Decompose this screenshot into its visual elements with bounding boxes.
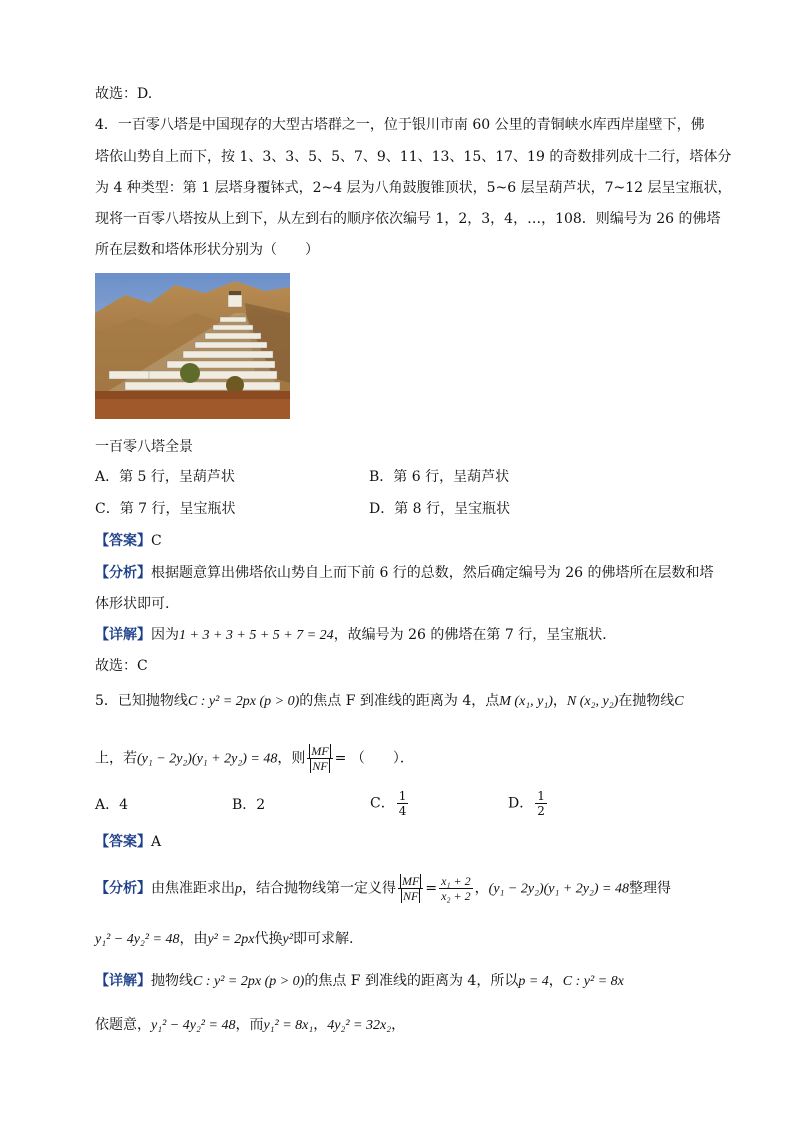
- detail-suffix: ，故编号为 26 的佛塔在第 7 行，呈宝瓶状．: [333, 627, 617, 643]
- analysis-line2-c: 即可求解.: [292, 931, 354, 947]
- analysis-text-a: 由焦准距求出: [151, 880, 235, 897]
- q5-parabola-expr: C : y² = 2px (p > 0): [187, 694, 300, 709]
- last-expr-3: 4y₂² = 32x₂: [327, 1018, 392, 1033]
- q5-analysis-line-2: [95, 929, 353, 950]
- q5-condition-expr: (y₁ − 2y₂)(y₁ + 2y₂) = 48: [137, 751, 278, 767]
- detail-text-a: 抛物线: [151, 973, 193, 989]
- q4-conclusion: 故选：C: [95, 658, 148, 674]
- detail-text-c: ，: [548, 973, 563, 989]
- analysis-text-d: 整理得: [629, 880, 671, 897]
- q5-text-1c: ，: [552, 693, 567, 709]
- q5-option-a[interactable]: A．4: [95, 797, 129, 813]
- detail-text-b: 的焦点 F 到准线的距离为 4，所以: [304, 973, 519, 989]
- prev-conclusion: 故选：D.: [95, 86, 153, 102]
- q5-ratio-fraction: [307, 744, 332, 773]
- analysis-expr: (y₁ − 2y₂)(y₁ + 2y₂) = 48: [488, 881, 629, 897]
- q5-option-d-fraction: [535, 789, 547, 818]
- q5-option-c-label: C．: [370, 795, 395, 812]
- q4-option-b[interactable]: B．第 6 行，呈葫芦状: [369, 469, 510, 485]
- answer-tag: 【答案】: [95, 834, 151, 850]
- last-expr-1: y₁² − 4y₂² = 48: [151, 1018, 236, 1033]
- q4-option-c[interactable]: C．第 7 行，呈宝瓶状: [95, 501, 236, 517]
- detail-expression: 1 + 3 + 3 + 5 + 5 + 7 = 24: [179, 628, 334, 643]
- detail-tag: 【详解】: [95, 973, 151, 989]
- detail-expr-2: p = 4: [518, 974, 549, 989]
- q5-stem-line-1: [95, 691, 684, 712]
- q5-analysis-line-1: [95, 874, 671, 903]
- q5-point-m: M (x₁, y₁): [499, 694, 553, 709]
- q4-option-a[interactable]: A．第 5 行，呈葫芦状: [95, 469, 235, 485]
- analysis-text-b: ，结合抛物线第一定义得: [242, 880, 396, 897]
- analysis-tag: 【分析】: [95, 880, 151, 897]
- q5-option-b[interactable]: B．2: [232, 797, 266, 813]
- frac-num: MF: [402, 874, 420, 888]
- q5-text-2b: ，则: [277, 750, 306, 767]
- q5-option-c-fraction: [397, 789, 409, 818]
- analysis-tag: 【分析】: [95, 565, 151, 581]
- q4-detail: [95, 625, 616, 646]
- q4-analysis-line-1: [95, 563, 714, 583]
- detail-expr-1: C : y² = 2px (p > 0): [193, 974, 305, 989]
- q4-stem-line-3: 为 4 种类型：第 1 层塔身覆钵式，2~4 层为八角鼓腹锥顶状，5~6 层呈葫芦状，7~12 层呈宝瓶状，: [95, 180, 732, 196]
- frac-den: x₂ + 2: [441, 889, 471, 903]
- answer-value: C: [151, 533, 162, 549]
- q4-stem-line-4: 现将一百零八塔按从上到下，从左到右的顺序依次编号 1，2，3，4，…，108．则编号为 26 的佛塔: [95, 211, 721, 227]
- q5-option-d-label: D．: [508, 795, 534, 812]
- q5-text-2c: = （ ）．: [334, 750, 414, 767]
- last-expr-2: y₁² = 8x₁: [263, 1018, 314, 1033]
- last-text-a: 依题意，: [95, 1017, 151, 1033]
- analysis-equals: =: [425, 880, 438, 897]
- q5-option-c[interactable]: [370, 789, 410, 818]
- analysis-line2-b: 代换: [254, 931, 283, 947]
- analysis-fraction-1: [398, 874, 423, 903]
- q4-answer: [95, 531, 162, 551]
- last-text-b: ，而: [235, 1017, 264, 1033]
- q5-text-1a: 5．已知抛物线: [95, 693, 188, 709]
- frac-den: 2: [537, 804, 545, 818]
- analysis-text: 根据题意算出佛塔依山势自上而下前 6 行的总数，然后确定编号为 26 的佛塔所在层数和塔: [151, 565, 714, 581]
- analysis-line2-expr3: y²: [282, 932, 293, 947]
- q5-text-1d: 在抛物线: [618, 693, 675, 709]
- analysis-line2-expr: y₁² − 4y₂² = 48: [95, 932, 180, 947]
- q5-ratio-num: MF: [311, 744, 329, 758]
- q5-curve-c: C: [674, 694, 684, 709]
- q4-stem-line-1: 4．一百零八塔是中国现存的大型古塔群之一，位于银川市南 60 公里的青铜峡水库西岸崖壁下，佛: [95, 117, 705, 133]
- analysis-line2-a: ，由: [179, 931, 208, 947]
- q4-stem-line-2: 塔依山势自上而下，按 1、3、3、5、5、7、9、11、13、15、17、19 的奇数排列成十二行，塔体分: [95, 149, 732, 165]
- answer-value: A: [151, 834, 162, 850]
- last-text-d: ，: [391, 1017, 406, 1033]
- q4-analysis-line-2: 体形状即可.: [95, 596, 170, 612]
- frac-num: 1: [537, 789, 545, 803]
- analysis-line2-expr2: y² = 2px: [207, 932, 255, 947]
- q5-detail-line-1: [95, 971, 624, 992]
- q5-stem-line-2: [95, 744, 414, 773]
- q5-text-1b: 的焦点 F 到准线的距离为 4，点: [299, 693, 500, 709]
- frac-num: 1: [398, 789, 407, 803]
- detail-expr-3: C : y² = 8x: [562, 974, 624, 989]
- q5-point-n: N (x₂, y₂): [566, 694, 619, 709]
- q4-option-d[interactable]: D．第 8 行，呈宝瓶状: [369, 501, 511, 517]
- q5-detail-line-2: [95, 1015, 405, 1036]
- last-text-c: ，: [313, 1017, 328, 1033]
- frac-den: 4: [398, 804, 407, 818]
- detail-tag: 【详解】: [95, 627, 151, 643]
- q5-option-d[interactable]: [508, 789, 549, 818]
- analysis-p: p: [235, 881, 242, 897]
- answer-tag: 【答案】: [95, 533, 151, 549]
- analysis-fraction-2: [439, 874, 473, 903]
- q5-text-2a: 上，若: [95, 750, 137, 767]
- analysis-text-c: ，: [474, 880, 489, 897]
- photo-caption: 一百零八塔全景: [95, 439, 193, 455]
- pagoda-photo: [95, 273, 290, 419]
- frac-den: NF: [402, 889, 419, 903]
- detail-prefix: 因为: [151, 627, 179, 643]
- q5-answer: [95, 832, 161, 852]
- q4-stem-line-5: 所在层数和塔体形状分别为（ ）: [95, 242, 319, 258]
- frac-num: x₁ + 2: [441, 874, 471, 888]
- q5-ratio-den: NF: [312, 759, 328, 773]
